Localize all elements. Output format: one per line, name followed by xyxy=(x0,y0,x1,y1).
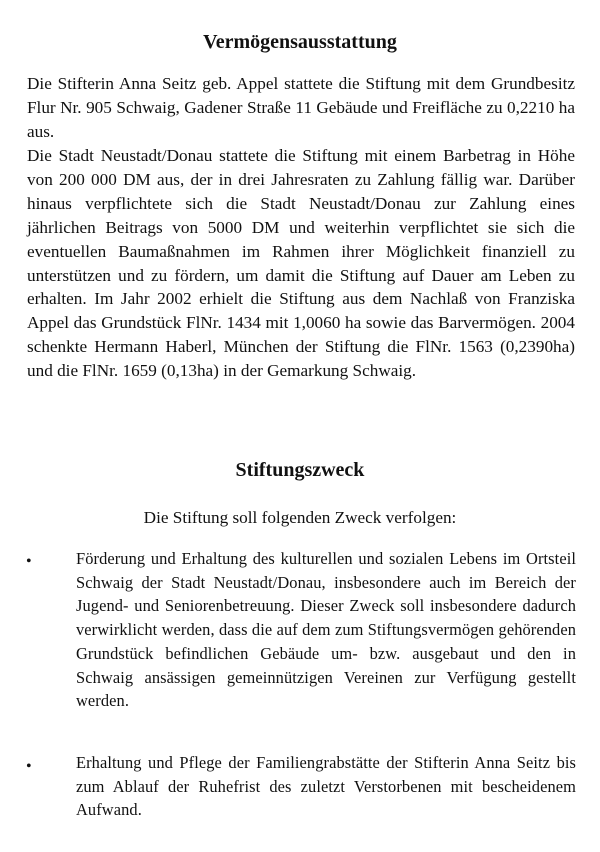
bullet-icon: • xyxy=(26,553,32,570)
section-title-stiftungszweck: Stiftungszweck xyxy=(235,459,365,481)
section-title-vermoegensausstattung: Vermögensausstattung xyxy=(203,31,397,53)
paragraph-stadt-neustadt: Die Stadt Neustadt/Donau stattete die Stiftung mit einem Barbetrag in Höhe von 200 000 DM aus, der in drei Jahresraten zu Zahlung fällig war. Darüber hinaus verpflichtete sich die Stadt Neustadt/Donau zur Zahlung eines jährlichen Beitrags von 5000 DM und weiterhin verpflichtet sie sich die eventuellen Baumaßnahmen im Rahmen ihrer Möglichkeit finanziell zu unterstützen und zu fördern, um damit die Stiftung auf Dauer am Leben zu erhalten. Im Jahr 2002 erhielt die Stiftung aus dem Nachlaß von Franziska Appel das Grundstück FlNr. 1434 mit 1,0060 ha sowie das Barvermögen. 2004 schenkte Hermann Haberl, München der Stiftung die FlNr. 1563 (0,2390ha) und die FlNr. 1659 (0,13ha) in der Gemarkung Schwaig. xyxy=(27,146,575,381)
purpose-bullet-1: Förderung und Erhaltung des kulturellen und sozialen Lebens im Ortsteil Schwaig der Stadt Neustadt/Donau, insbesondere auch im Bereich der Jugend- und Seniorenbetreuung. Dieser Zweck soll insbesondere dadurch verwirklicht werden, dass die auf dem zum Stiftungsvermögen gehörenden Grundstück befindlichen Gebäude um- bzw. ausgebaut und den in Schwaig ansässigen gemeinnützigen Vereinen zur Verfügung gestellt werden. xyxy=(76,549,576,711)
bullet-icon: • xyxy=(26,758,32,775)
purpose-intro: Die Stiftung soll folgenden Zweck verfolgen: xyxy=(143,508,457,527)
purpose-bullet-2: Erhaltung und Pflege der Familiengrabstätte der Stifterin Anna Seitz bis zum Ablauf der Ruhefrist des zuletzt Verstorbenen mit bescheidenem Aufwand. xyxy=(76,753,576,820)
paragraph-stifterin: Die Stifterin Anna Seitz geb. Appel stattete die Stiftung mit dem Grundbesitz Flur Nr. 905 Schwaig, Gadener Straße 11 Gebäude und Freifläche zu 0,2210 ha aus. xyxy=(27,74,575,141)
